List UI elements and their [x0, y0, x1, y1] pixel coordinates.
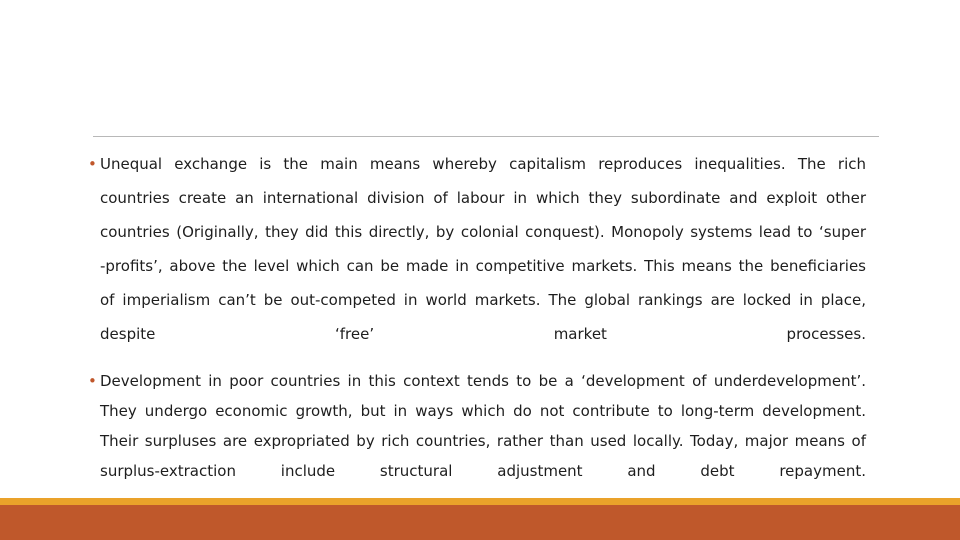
bullet-line: despite ‘free’ market processes.	[100, 325, 866, 343]
bullet-line: Their surpluses are expropriated by rich countries, rather than used locally. Today, major means of	[100, 432, 866, 450]
bullet-dot-icon: •	[88, 155, 97, 173]
bullet-dot-icon: •	[88, 372, 97, 390]
bullet-line: They undergo economic growth, but in ways which do not contribute to long-term development.	[100, 402, 866, 420]
bullet-line: countries create an international division of labour in which they subordinate and exploit other	[100, 189, 866, 207]
bullet-line: of imperialism can’t be out-competed in world markets. The global rankings are locked in place,	[100, 291, 866, 309]
bullet-line	[88, 372, 866, 402]
bullet-line: surplus-extraction include structural adjustment and debt repayment.	[100, 462, 866, 480]
bullet-underdevelopment	[88, 372, 866, 492]
bullet-text: Unequal exchange is the main means whereby capitalism reproduces inequalities. The rich	[100, 155, 866, 173]
footer-accent-bar	[0, 505, 960, 540]
bullet-line	[88, 155, 866, 189]
bullet-line: -profits’, above the level which can be made in competitive markets. This means the beneficiaries	[100, 257, 866, 275]
footer-accent-stripe	[0, 498, 960, 505]
title-divider	[93, 136, 879, 137]
bullet-line: countries (Originally, they did this directly, by colonial conquest). Monopoly systems lead to ‘super	[100, 223, 866, 241]
bullet-unequal-exchange	[88, 155, 866, 359]
bullet-text: Development in poor countries in this context tends to be a ‘development of underdevelopment’.	[100, 372, 866, 390]
